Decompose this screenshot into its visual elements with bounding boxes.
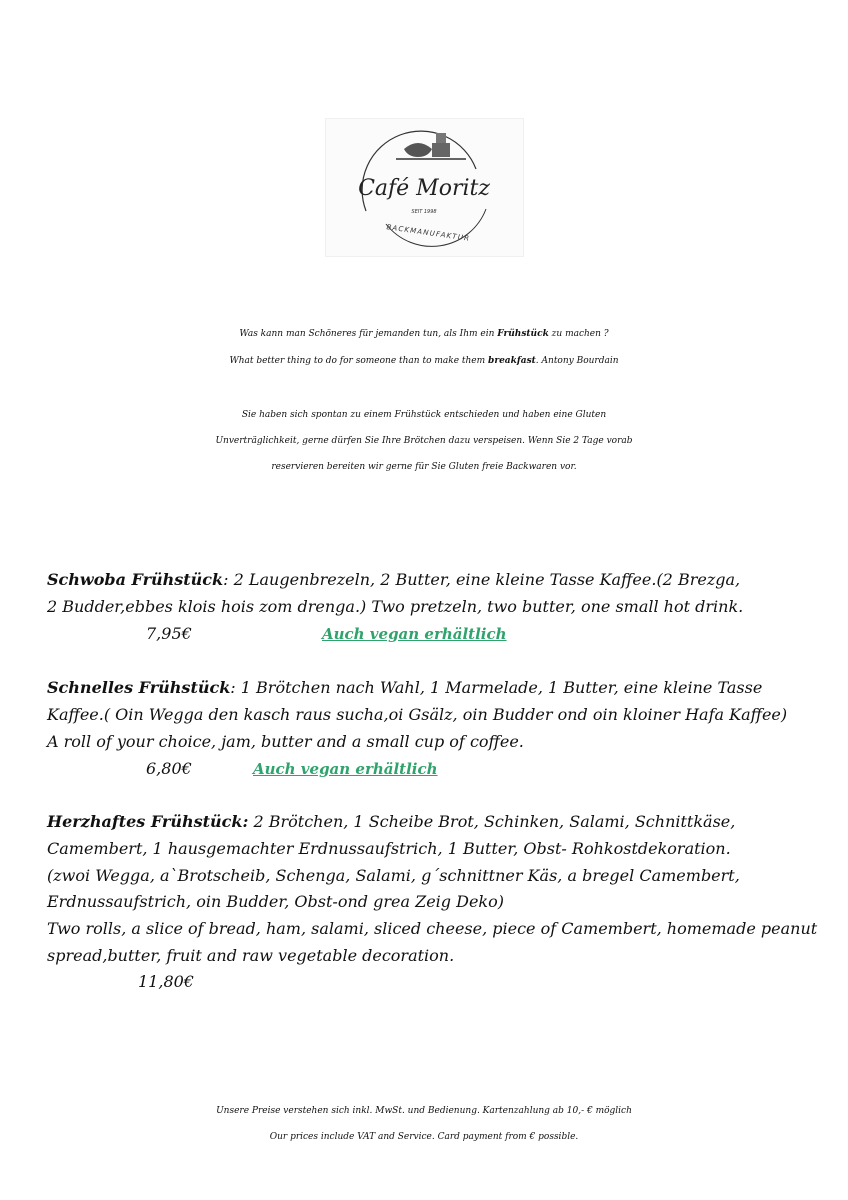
menu-item-title: Schnelles Frühstück <box>47 678 231 697</box>
menu-item-line: Schwoba Frühstück: 2 Laugenbrezeln, 2 Butter, eine kleine Tasse Kaffee.(2 Brezga, <box>47 570 741 589</box>
logo-emblem <box>326 119 523 256</box>
menu-item-line: Herzhaftes Frühstück: 2 Brötchen, 1 Scheibe Brot, Schinken, Salami, Schnittkäse, <box>47 812 736 831</box>
footer-line-2: Our prices include VAT and Service. Card payment from € possible. <box>269 1132 579 1142</box>
menu-item-title: Schwoba Frühstück <box>47 570 224 589</box>
menu-item-price: 7,95€ <box>146 624 192 643</box>
menu-item-line: spread,butter, fruit and raw vegetable decoration. <box>47 946 455 965</box>
logo-brand: Café Moritz <box>358 176 490 201</box>
menu-item-title: Herzhaftes Frühstück: <box>47 812 249 831</box>
menu-item-line: (zwoi Wegga, a`Brotscheib, Schenga, Salami, g´schnittner Käs, a bregel Camembert, <box>47 866 740 885</box>
menu-item-line: Two rolls, a slice of bread, ham, salami, sliced cheese, piece of Camembert, homemade peanut <box>47 919 818 938</box>
cafe-logo <box>325 118 524 257</box>
logo-since: SEIT 1998 <box>411 209 437 215</box>
logo-subtitle: BACKMANUFAKTUR <box>385 223 471 243</box>
gluten-note-line-2: Unverträglichkeit, gerne dürfen Sie Ihre Brötchen dazu verspeisen. Wenn Sie 2 Tage vorab <box>215 436 633 446</box>
menu-item-line: Schnelles Frühstück: 1 Brötchen nach Wahl, 1 Marmelade, 1 Butter, eine kleine Tasse <box>47 678 763 697</box>
menu-item-line: 2 Budder,ebbes klois hois zom drenga.) Two pretzeln, two butter, one small hot drink. <box>47 597 744 616</box>
menu-item-line: A roll of your choice, jam, butter and a small cup of coffee. <box>47 732 524 751</box>
gluten-note-line-3: reservieren bereiten wir gerne für Sie Gluten freie Backwaren vor. <box>271 462 577 472</box>
vegan-link[interactable]: Auch vegan erhältlich <box>322 625 507 643</box>
gluten-note-line-1: Sie haben sich spontan zu einem Frühstück entschieden und haben eine Gluten <box>241 410 607 420</box>
menu-item-line: Kaffee.( Oin Wegga den kasch raus sucha,oi Gsälz, oin Budder ond oin kloiner Hafa Kaffee) <box>47 705 788 724</box>
quote-de: Was kann man Schöneres für jemanden tun, als Ihm ein Frühstück zu machen ? <box>239 329 609 339</box>
menu-item-price: 6,80€ <box>146 759 192 778</box>
menu-item-line: Erdnussaufstrich, oin Budder, Obst-ond grea Zeig Deko) <box>47 892 504 911</box>
quote-en: What better thing to do for someone than to make them breakfast. Antony Bourdain <box>229 356 619 366</box>
footer-line-1: Unsere Preise verstehen sich inkl. MwSt. und Bedienung. Kartenzahlung ab 10,- € möglich <box>216 1106 632 1116</box>
pastry-icon <box>396 133 466 159</box>
vegan-link[interactable]: Auch vegan erhältlich <box>253 760 438 778</box>
menu-item-line: Camembert, 1 hausgemachter Erdnussaufstrich, 1 Butter, Obst- Rohkostdekoration. <box>47 839 731 858</box>
menu-item-price: 11,80€ <box>138 972 194 991</box>
